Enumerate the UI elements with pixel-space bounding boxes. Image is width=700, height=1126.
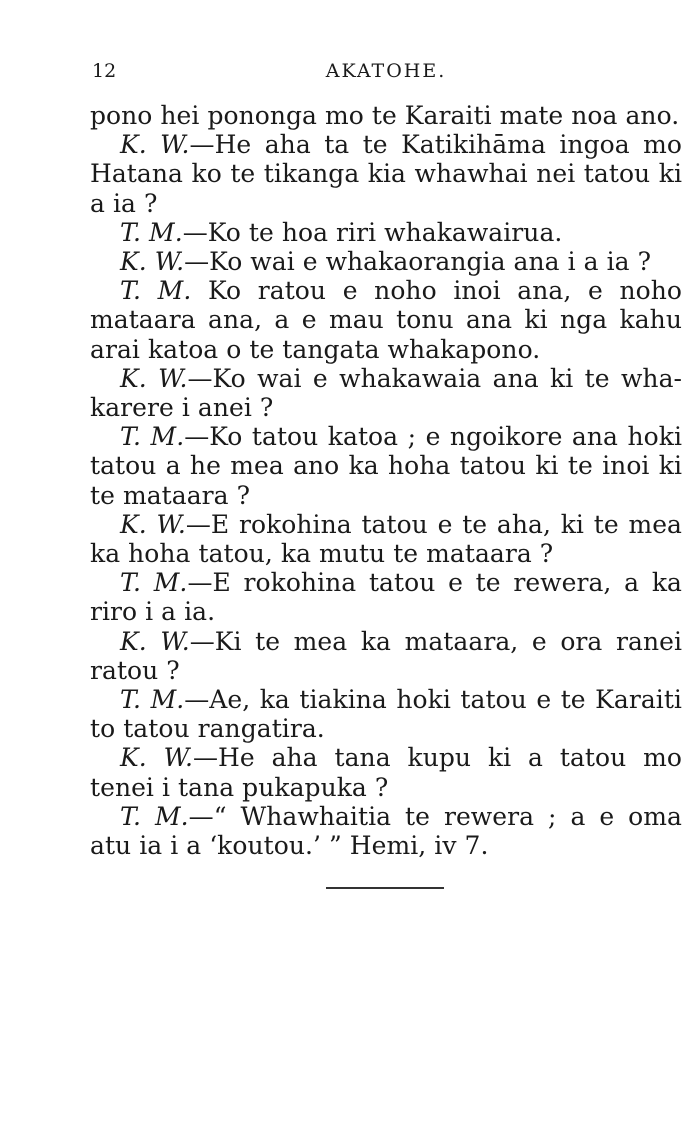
paragraph-text: —Ki te mea ka mataara, e ora ranei ratou ?: [90, 626, 682, 685]
speaker-label: K. W.: [120, 363, 188, 393]
section-end-rule: [326, 887, 444, 889]
question-paragraph: [90, 247, 682, 276]
catechism-text: [90, 101, 682, 860]
speaker-label: K. W.: [120, 130, 190, 160]
paragraph-text: Ko ratou e noho inoi ana, e noho mataara ana, a e mau tonu ana ki nga kahu arai katoa o te tangata whakapono.: [90, 276, 682, 364]
paragraph-text: —Ko wai e whakawaia ana ki te whakarere i anei ?: [90, 363, 682, 423]
paragraph-text: —“ Whawhaitia te rewera ; a e oma atu ia i a ‘koutou.’ ” Hemi, iv 7.: [90, 801, 682, 861]
running-title: AKATOHE.: [325, 60, 447, 82]
paragraph-text: —He aha tana kupu ki a tatou mo tenei i tana pukapuka ?: [90, 743, 683, 802]
speaker-label: T. M.: [120, 217, 183, 247]
page-header: [90, 60, 682, 90]
answer-paragraph: [90, 568, 682, 626]
speaker-label: T. M.: [120, 422, 185, 452]
speaker-label: T. M.: [120, 685, 185, 715]
answer-paragraph: [90, 685, 682, 743]
answer-paragraph: [90, 276, 682, 364]
speaker-label: K. W.: [120, 247, 185, 277]
speaker-label: T. M.: [120, 801, 189, 831]
question-paragraph: [90, 510, 682, 568]
paragraph-text: —E rokohina tatou e te rewera, a ka riro i a ia.: [90, 568, 682, 627]
speaker-label: K. W.: [120, 743, 193, 773]
question-paragraph: [90, 364, 682, 422]
speaker-label: T. M.: [120, 568, 188, 598]
paragraph-text: —Ko tatou katoa ; e ngoikore ana hoki tatou a he mea ano ka hoha tatou ki te inoi ki te mataara ?: [90, 422, 682, 510]
question-paragraph: [90, 627, 682, 685]
paragraph-text: —He aha ta te Katikihāma ingoa mo Hatana ko te tikanga kia whawhai nei tatou ki a ia ?: [90, 130, 682, 218]
speaker-label: K. W.: [120, 509, 186, 539]
speaker-label: T. M.: [120, 276, 192, 306]
paragraph-text: —Ko te hoa riri whakawairua.: [182, 217, 563, 247]
question-paragraph: [90, 743, 682, 801]
paragraph-text: —Ae, ka tiakina hoki tatou e te Karaiti to tatou rangatira.: [90, 685, 682, 744]
paragraph-continuation: [90, 101, 682, 130]
page-number: 12: [92, 60, 117, 82]
paragraph-text: pono hei pononga mo te Karaiti mate noa ano.: [90, 101, 680, 130]
answer-paragraph: [90, 802, 682, 860]
paragraph-text: —Ko wai e whakaorangia ana i a ia ?: [184, 247, 652, 277]
question-paragraph: [90, 130, 682, 218]
answer-paragraph: [90, 218, 682, 247]
speaker-label: K. W.: [120, 626, 190, 656]
paragraph-text: —E rokohina tatou e te aha, ki te mea ka hoha tatou, ka mutu te mataara ?: [90, 509, 682, 569]
answer-paragraph: [90, 422, 682, 510]
